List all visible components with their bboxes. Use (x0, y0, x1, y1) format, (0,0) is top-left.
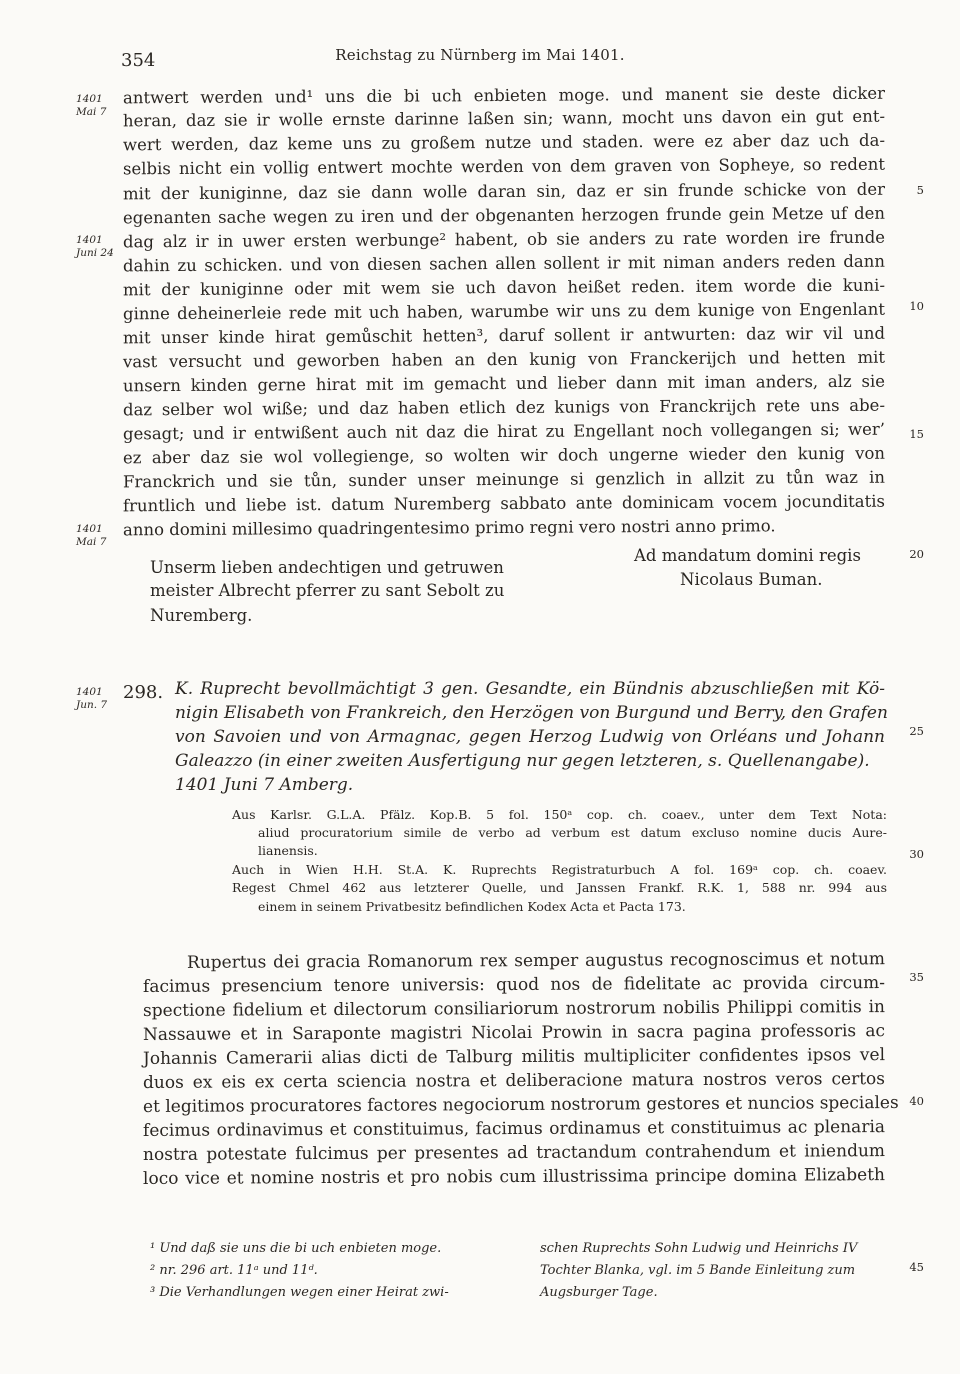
address-line: Nuremberg. (150, 606, 253, 625)
source-line: Aus Karlsr. G.L.A. Pfälz. Kop.B. 5 fol. 150ᵃ cop. ch. coaev., unter dem Text Nota: (232, 807, 887, 822)
letter-line: egenanten sache wegen zu iren und der obgenanten herzogen frunde gein Metze uf den (122, 203, 886, 228)
line-number: 30 (909, 847, 924, 861)
charter-line: nostra potestate fulcimus per presentes ad tractandum contrahendum et iniendum (142, 1141, 886, 1165)
regest-line: 1401 Juni 7 Amberg. (175, 775, 354, 795)
line-number: 40 (909, 1094, 924, 1108)
address-line: Unserm lieben andechtigen und getruwen (150, 558, 504, 577)
letter-line: dag alz ir in uwer ersten werbunge² habent, ob sie anders zu rate worden ire frunde (122, 227, 886, 252)
regest-line: nigin Elisabeth von Frankreich, den Herzögen von Burgund und Berry, den Grafen (175, 703, 888, 723)
charter-line: et legitimos procuratores factores negociorum nostrorum gestores et nuncios speciales (142, 1092, 899, 1117)
letter-line: wert werden, daz keme uns zu großem nutze und staden. were ez aber daz uch da- (122, 130, 886, 155)
footnote-right: Tochter Blanka, vgl. im 5 Bande Einleitung zum (540, 1263, 856, 1278)
running-title: Reichstag zu Nürnberg im Mai 1401. (335, 46, 625, 64)
source-line: Auch in Wien H.H. St.A. K. Ruprechts Registraturbuch A fol. 169ᵃ cop. ch. coaev. (232, 862, 887, 877)
charter-line: Johannis Camerarii alias dicti de Talburg militis multipliciter confidentes ipsos vel (142, 1045, 886, 1069)
charter-line: Rupertus dei gracia Romanorum rex semper augustus recognoscimus et notum (186, 949, 886, 973)
page-number: 354 (121, 50, 156, 71)
line-number: 20 (909, 547, 924, 561)
footnote-right: Augsburger Tage. (540, 1285, 658, 1300)
footnote-right: schen Ruprechts Sohn Ludwig und Heinrichs IV (540, 1241, 858, 1256)
margin-date: 1401 Juni 24 (76, 234, 114, 259)
footnote-left: ³ Die Verhandlungen wegen einer Heirat zwi- (150, 1285, 449, 1300)
letter-line: unsern kinden gerne hirat mit im gemacht und lieber dann mit iman anders, alz sie (122, 371, 886, 396)
letter-line: Franckrich und sie tůn, sunder unser meinunge si genzlich in allzit zu tůn waz in (122, 467, 886, 492)
letter-line: ginne deheinerleie rede mit uch haben, warumbe wir uns zu dem kunige von Engenlant (122, 299, 886, 324)
letter-line: mit der kuniginne, daz sie dann wolle daran sin, daz er sin frunde schicke von der (122, 179, 886, 204)
margin-date: 1401 Jun. 7 (76, 686, 108, 711)
margin-date: 1401 Mai 7 (76, 523, 107, 548)
line-number: 35 (909, 970, 924, 984)
source-line: aliud procuratorium simile de verbo ad verbum est datum excluso nomine ducis Aure- (258, 825, 887, 840)
charter-line: Nassauwe et in Saraponte magistri Nicolai Prowin in sacra pagina professoris ac (142, 1021, 886, 1045)
letter-line: mit unser kinde hirat gemůschit hetten³, daruf sollent ir antwurten: daz wir vil und (122, 323, 886, 348)
margin-date: 1401 Mai 7 (76, 93, 107, 118)
footnote-left: ¹ Und daß sie uns die bi uch enbieten moge. (150, 1241, 442, 1256)
charter-line: duos ex eis ex certa sciencia nostra et deliberacione matura nostros veros certos (142, 1069, 886, 1093)
charter-line: facimus presencium tenore universis: quod nos de fidelitate ac provida circum- (142, 973, 886, 997)
subscription-line: Ad mandatum domini regis (634, 546, 861, 565)
regest-line: K. Ruprecht bevollmächtigt 3 gen. Gesandte, ein Bündnis abzuschließen mit Kö- (175, 679, 885, 699)
regest-line: von Savoien und von Armagnac, gegen Herzog Ludwig von Orléans und Johann (175, 727, 885, 747)
line-number: 5 (916, 183, 924, 197)
charter-line: spectione fidelium et dilectorum consiliariorum nostrorum nobilis Philippi comitis in (142, 997, 886, 1021)
letter-line: dahin zu schicken. und von diesen sachen allen sollent ir mit niman anders reden dann (122, 251, 886, 276)
source-line: Regest Chmel 462 aus letzterer Quelle, und Janssen Frankf. R.K. 1, 588 nr. 994 aus (232, 880, 887, 895)
source-line: lianensis. (258, 843, 318, 858)
address-line: meister Albrecht pferrer zu sant Sebolt zu (150, 581, 505, 600)
letter-line: vast versucht und geworben haben an den kunig von Franckerijch und hetten mit (122, 347, 886, 372)
letter-line: fruntlich und liebe ist. datum Nuremberg sabbato ante dominicam vocem jocunditatis (122, 491, 886, 516)
letter-line: gesagt; und ir entwißent auch nit daz die hirat zu Engellant noch vollegangen si; wer’ (122, 419, 886, 444)
document-number: 298. (123, 682, 164, 703)
letter-line: daz selber wol wiße; und daz haben etlich dez kunigs von Franckrijch rete uns abe- (122, 395, 886, 420)
line-number: 15 (909, 427, 924, 441)
letter-line: selbis nicht ein vollig entwert mochte werden von dem graven von Sopheye, so redent (122, 154, 886, 179)
line-number: 45 (909, 1260, 924, 1274)
footnote-left: ² nr. 296 art. 11ᵃ und 11ᵈ. (150, 1263, 318, 1278)
line-number: 25 (909, 724, 924, 738)
letter-line: ez aber daz sie wol vollegienge, so wolten wir doch ungerne wieder den kunig von (122, 443, 886, 468)
charter-line: loco vice et nomine nostris et pro nobis cum illustrissima principe domina Elizabeth (142, 1165, 886, 1189)
subscription-line: Nicolaus Buman. (680, 570, 823, 589)
charter-line: fecimus ordinavimus et constituimus, facimus ordinamus et constituimus ac plenaria (142, 1117, 886, 1141)
letter-line: antwert werden und¹ uns die bi uch enbieten moge. und manent sie deste dicker (122, 83, 886, 108)
regest-line: Galeazzo (in einer zweiten Ausfertigung nur gegen letzteren, s. Quellenangabe). (175, 751, 870, 771)
letter-line: anno domini millesimo quadringentesimo primo regni vero nostri anno primo. (122, 516, 776, 540)
source-line: einem in seinem Privatbesitz befindlichen Kodex Acta et Pacta 173. (258, 899, 686, 914)
line-number: 10 (909, 299, 924, 313)
letter-line: mit der kuniginne oder mit wem sie uch davon heißet reden. item worde die kuni- (122, 275, 886, 300)
letter-line: heran, daz sie ir wolle ernste darinne laßen sin; wann, mocht uns davon ein gut ent- (122, 106, 886, 131)
